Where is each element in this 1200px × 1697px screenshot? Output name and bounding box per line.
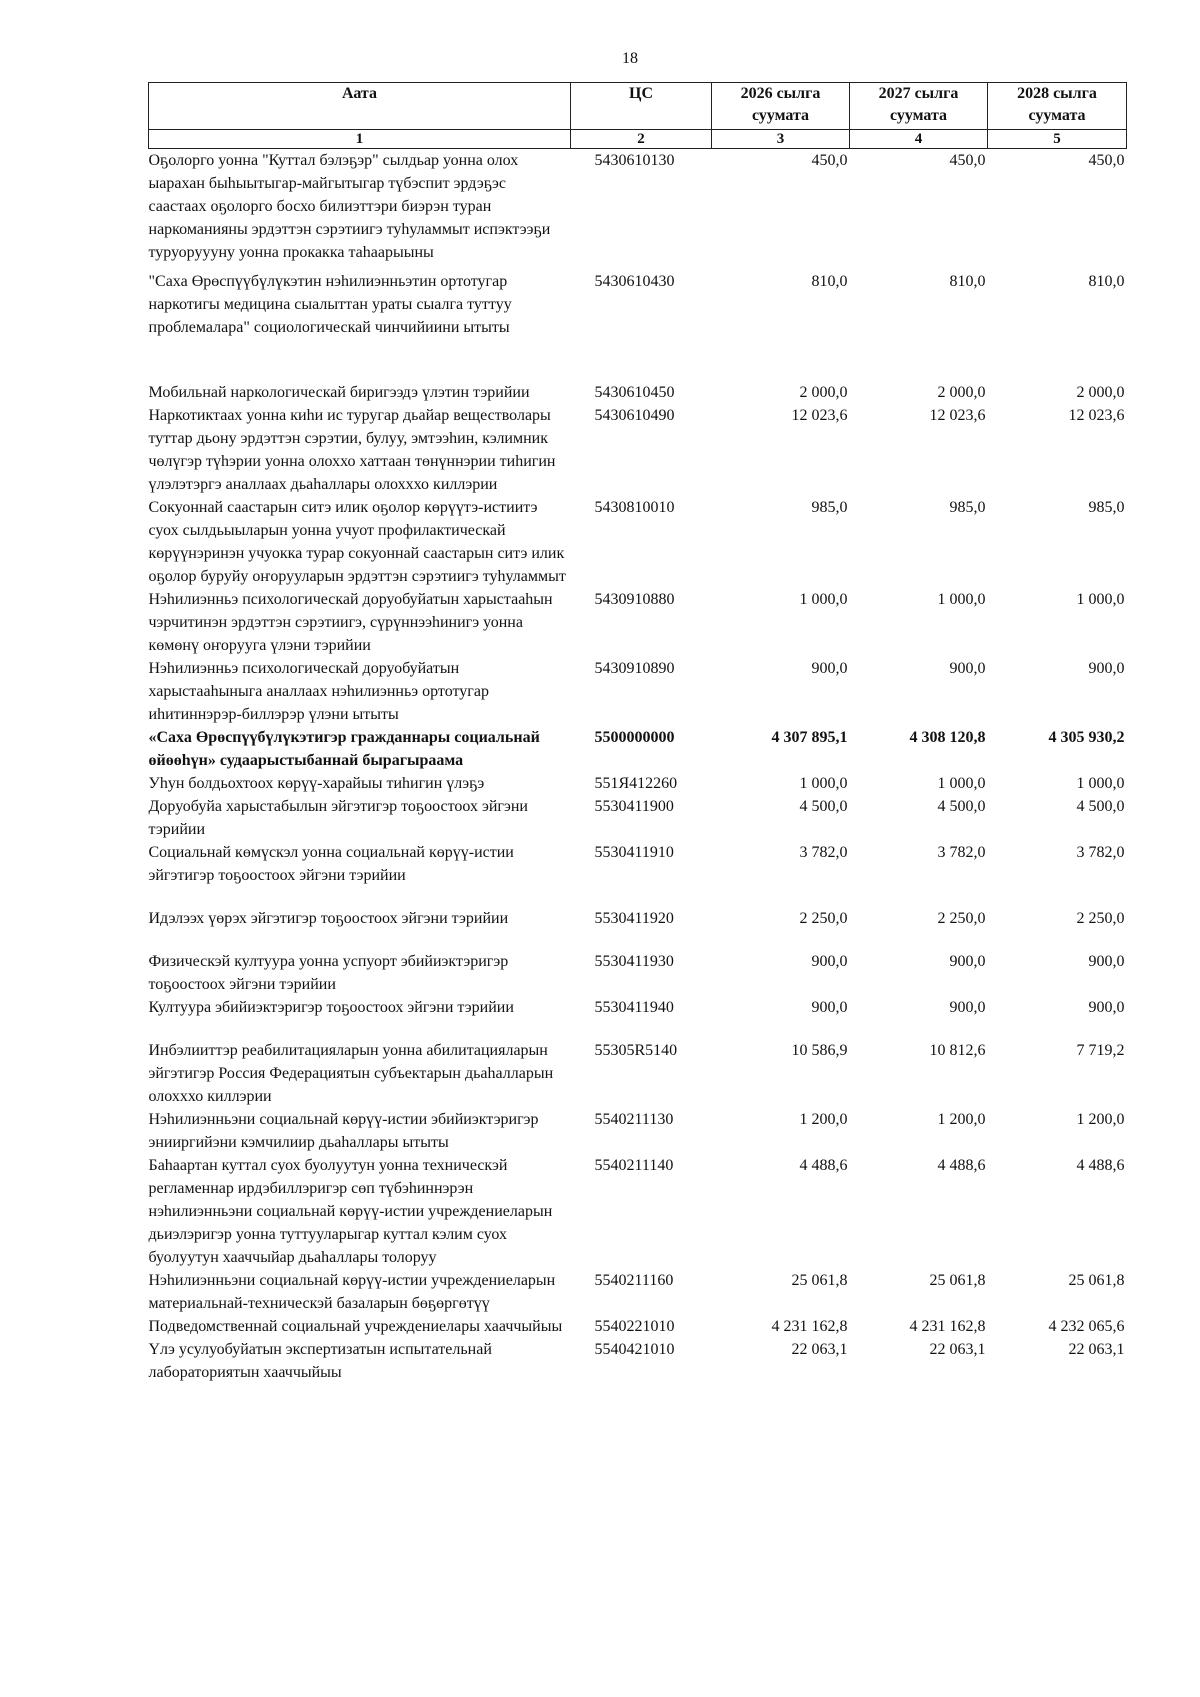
row-value-2028: 1 000,0 xyxy=(1076,591,1125,608)
row-code: 5540211130 xyxy=(594,1111,674,1128)
header-2027: 2027 сылга суумата xyxy=(850,83,988,130)
row-value-2026: 12 023,6 xyxy=(791,407,848,424)
row-value-2026: 1 000,0 xyxy=(799,775,848,792)
column-number-row xyxy=(149,130,1127,149)
row-code: 5540211140 xyxy=(594,1157,674,1174)
row-value-2027: 450,0 xyxy=(949,152,986,169)
header-code: ЦС xyxy=(571,83,712,130)
row-value-2026: 10 586,9 xyxy=(791,1042,848,1059)
table-row xyxy=(149,149,1127,271)
row-value-2027: 985,0 xyxy=(949,499,986,516)
row-code: 5540221010 xyxy=(594,1318,675,1335)
row-name: «Саха Өрөспүүбүлүкэтигэр гражданнары социальнай өйөөһүн» судаарыстыбаннай бырагыраама xyxy=(148,729,540,769)
table-header-row xyxy=(149,83,1127,130)
row-code: 5430610450 xyxy=(594,384,675,401)
row-name: Оҕолорго уонна "Куттал бэлэҕэр" сылдьар уонна олох ыарахан быһыытыгар-майгытыгар түбэспит эрдэҕэс саастаах оҕолорго босхо билиэттэри биэрэн туран наркоманияны эрдэттэн сэрэтиигэ туһуламмыт испэктээҕи туруоруууну уонна прокакка таһаарыыны xyxy=(148,152,551,261)
row-value-2026: 22 063,1 xyxy=(791,1341,848,1358)
row-value-2026: 900,0 xyxy=(811,660,848,677)
row-code: 551Я412260 xyxy=(594,775,678,792)
row-value-2028: 7 719,2 xyxy=(1076,1042,1125,1059)
table-row xyxy=(149,381,1127,404)
table-row xyxy=(149,1154,1127,1269)
table-row xyxy=(149,1315,1127,1338)
row-code: 5530411910 xyxy=(594,844,674,861)
row-name: Подведомственнай социальнай учреждениелары хааччыйыы xyxy=(148,1318,563,1335)
row-value-2026: 450,0 xyxy=(811,152,848,169)
row-value-2027: 4 500,0 xyxy=(937,798,986,815)
table-row xyxy=(149,404,1127,496)
row-name: Баһаартан куттал суох буолуутун уонна техническэй регламеннар ирдэбиллэригэр сөп түбэһиннэрэн нэһилиэнньэни социальнай көрүү-истии учреждениеларын дьиэлэригэр уонна туттууларыгар куттал кэлим суох буолуутун хааччыйар дьаһаллары толоруу xyxy=(148,1157,553,1266)
row-value-2028: 1 000,0 xyxy=(1076,775,1125,792)
table-row xyxy=(149,657,1127,726)
budget-table xyxy=(148,82,1127,1384)
row-value-2028: 4 500,0 xyxy=(1076,798,1125,815)
row-value-2027: 12 023,6 xyxy=(929,407,986,424)
row-value-2027: 22 063,1 xyxy=(929,1341,986,1358)
row-code: 55305R5140 xyxy=(594,1042,678,1059)
row-value-2027: 3 782,0 xyxy=(937,844,986,861)
row-name: Уһун болдьохтоох көрүү-харайыы тиһигин үлэҕэ xyxy=(148,775,485,792)
row-code: 5430610130 xyxy=(594,152,675,169)
row-value-2027: 1 000,0 xyxy=(937,591,986,608)
row-name: Наркотиктаах уонна киһи ис туругар дьайар веществолары туттар дьону эрдэттэн сэрэтии, булуу, эмтээһин, кэлимник чөлүгэр түһэрии уонна олоххо хаттаан төнүннэрии тиһигин үлэлэтэргэ аналлаах дьаһаллары олохххо киллэрии xyxy=(148,407,556,493)
table-row xyxy=(149,270,1127,381)
row-name: Нэһилиэнньэ психологическай доруобуйатын харыстааһын чэрчитинэн эрдэттэн сэрэтиигэ, сүрүннээһинигэ уонна көмөнү оҥорууга үлэни тэрийии xyxy=(148,591,553,654)
row-value-2028: 4 305 930,2 xyxy=(1048,729,1125,746)
row-value-2027: 2 250,0 xyxy=(937,910,986,927)
row-value-2028: 4 232 065,6 xyxy=(1048,1318,1125,1335)
row-value-2026: 3 782,0 xyxy=(799,844,848,861)
row-value-2028: 25 061,8 xyxy=(1068,1272,1125,1289)
row-value-2027: 25 061,8 xyxy=(929,1272,986,1289)
table-row xyxy=(149,1039,1127,1108)
row-value-2026: 900,0 xyxy=(811,999,848,1016)
row-value-2027: 900,0 xyxy=(949,953,986,970)
table-row xyxy=(149,588,1127,657)
column-number: 1 xyxy=(149,130,571,149)
row-value-2028: 3 782,0 xyxy=(1076,844,1125,861)
row-code: 5530411930 xyxy=(594,953,674,970)
row-code: 5430610490 xyxy=(594,407,675,424)
row-name: Доруобуйа харыстабылын эйгэтигэр тоҕоостоох эйгэни тэрийии xyxy=(148,798,528,838)
row-value-2028: 900,0 xyxy=(1088,660,1125,677)
row-value-2028: 810,0 xyxy=(1088,273,1125,290)
row-code: 5540211160 xyxy=(594,1272,674,1289)
row-code: 5500000000 xyxy=(594,729,675,746)
row-value-2026: 810,0 xyxy=(811,273,848,290)
page-number: 18 xyxy=(622,50,638,67)
row-value-2027: 4 488,6 xyxy=(937,1157,986,1174)
row-value-2028: 22 063,1 xyxy=(1068,1341,1125,1358)
row-name: Култуура эбийиэктэригэр тоҕоостоох эйгэни тэрийии xyxy=(148,999,514,1016)
header-2028: 2028 сылга суумата xyxy=(988,83,1127,130)
row-name: Сокуоннай саастарын ситэ илик оҕолор көрүүтэ-истиитэ суох сылдьыыларын уонна учуот профилактическай көрүүнэринэн учуокка турар сокуоннай саастарын ситэ илик оҕолор буруйу оҥорууларын эрдэттэн сэрэтиигэ туһуламмыт xyxy=(148,499,566,585)
column-number: 2 xyxy=(571,130,712,149)
row-value-2027: 1 200,0 xyxy=(937,1111,986,1128)
row-value-2028: 450,0 xyxy=(1088,152,1125,169)
column-number: 4 xyxy=(850,130,988,149)
row-value-2028: 985,0 xyxy=(1088,499,1125,516)
row-name: Үлэ усулуобуйатын экспертизатын испытательнай лабораториятын хааччыйыы xyxy=(148,1341,492,1381)
header-2026: 2026 сылга суумата xyxy=(712,83,850,130)
row-value-2027: 4 308 120,8 xyxy=(909,729,986,746)
row-name: Физическэй култуура уонна успуорт эбийиэктэригэр тоҕоостоох эйгэни тэрийии xyxy=(148,953,509,993)
table-row xyxy=(149,1269,1127,1315)
row-value-2027: 1 000,0 xyxy=(937,775,986,792)
row-name: Идэлээх үөрэх эйгэтигэр тоҕоостоох эйгэни тэрийии xyxy=(148,910,509,927)
table-row xyxy=(149,795,1127,841)
row-code: 5430910890 xyxy=(594,660,675,677)
table-row xyxy=(149,772,1127,795)
row-value-2026: 2 250,0 xyxy=(799,910,848,927)
row-code: 5530411900 xyxy=(594,798,674,815)
row-value-2026: 4 231 162,8 xyxy=(771,1318,848,1335)
row-name: Социальнай көмүскэл уонна социальнай көрүү-истии эйгэтигэр тоҕоостоох эйгэни тэрийии xyxy=(148,844,514,884)
row-value-2027: 900,0 xyxy=(949,999,986,1016)
table-body xyxy=(149,149,1127,1385)
table-row xyxy=(149,726,1127,772)
row-value-2028: 12 023,6 xyxy=(1068,407,1125,424)
table-row xyxy=(149,496,1127,588)
row-value-2026: 1 000,0 xyxy=(799,591,848,608)
row-value-2026: 4 500,0 xyxy=(799,798,848,815)
row-name: "Саха Өрөспүүбүлүкэтин нэһилиэнньэтин ортотугар наркотигы медицина сыалыттан ураты сыалга туттуу проблемалара" социологическай чинчийиини ытыты xyxy=(148,273,512,336)
row-value-2028: 900,0 xyxy=(1088,953,1125,970)
row-code: 5430910880 xyxy=(594,591,675,608)
row-code: 5530411920 xyxy=(594,910,674,927)
row-value-2027: 900,0 xyxy=(949,660,986,677)
row-name: Нэһилиэнньэни социальнай көрүү-истии учреждениеларын материальнай-техническэй базаларын бөҕөргөтүү xyxy=(148,1272,556,1312)
table-row xyxy=(149,950,1127,996)
row-name: Мобильнай наркологическай биригээдэ үлэтин тэрийии xyxy=(148,384,530,401)
row-value-2026: 985,0 xyxy=(811,499,848,516)
row-code: 5430810010 xyxy=(594,499,675,516)
table-row xyxy=(149,1108,1127,1154)
row-name: Нэһилиэнньэ психологическай доруобуйатын харыстааһыныга аналлаах нэһилиэнньэ ортотугар иһитиннэрэр-биллэрэр үлэни ытыты xyxy=(148,660,489,723)
table-row xyxy=(149,996,1127,1039)
row-value-2028: 2 000,0 xyxy=(1076,384,1125,401)
row-value-2026: 1 200,0 xyxy=(799,1111,848,1128)
row-value-2026: 2 000,0 xyxy=(799,384,848,401)
row-code: 5540421010 xyxy=(594,1341,675,1358)
row-name: Инбэлииттэр реабилитацияларын уонна абилитацияларын эйгэтигэр Россия Федерациятын субъектарын дьаһалларын олохххо киллэрии xyxy=(148,1042,554,1105)
row-value-2027: 2 000,0 xyxy=(937,384,986,401)
row-value-2026: 900,0 xyxy=(811,953,848,970)
row-name: Нэһилиэнньэни социальнай көрүү-истии эбийиэктэригэр энииргийэни кэмчилиир дьаһаллары ытыты xyxy=(148,1111,539,1151)
table-row xyxy=(149,1338,1127,1384)
column-number: 5 xyxy=(988,130,1127,149)
row-value-2028: 2 250,0 xyxy=(1076,910,1125,927)
row-code: 5430610430 xyxy=(594,273,675,290)
row-value-2028: 4 488,6 xyxy=(1076,1157,1125,1174)
table-row xyxy=(149,841,1127,907)
row-value-2027: 810,0 xyxy=(949,273,986,290)
column-number: 3 xyxy=(712,130,850,149)
row-value-2027: 10 812,6 xyxy=(929,1042,986,1059)
row-value-2026: 4 488,6 xyxy=(799,1157,848,1174)
row-value-2028: 1 200,0 xyxy=(1076,1111,1125,1128)
row-value-2027: 4 231 162,8 xyxy=(909,1318,986,1335)
row-value-2028: 900,0 xyxy=(1088,999,1125,1016)
row-value-2026: 25 061,8 xyxy=(791,1272,848,1289)
row-value-2026: 4 307 895,1 xyxy=(771,729,848,746)
table-row xyxy=(149,907,1127,950)
header-name: Аата xyxy=(149,83,571,130)
row-code: 5530411940 xyxy=(594,999,674,1016)
